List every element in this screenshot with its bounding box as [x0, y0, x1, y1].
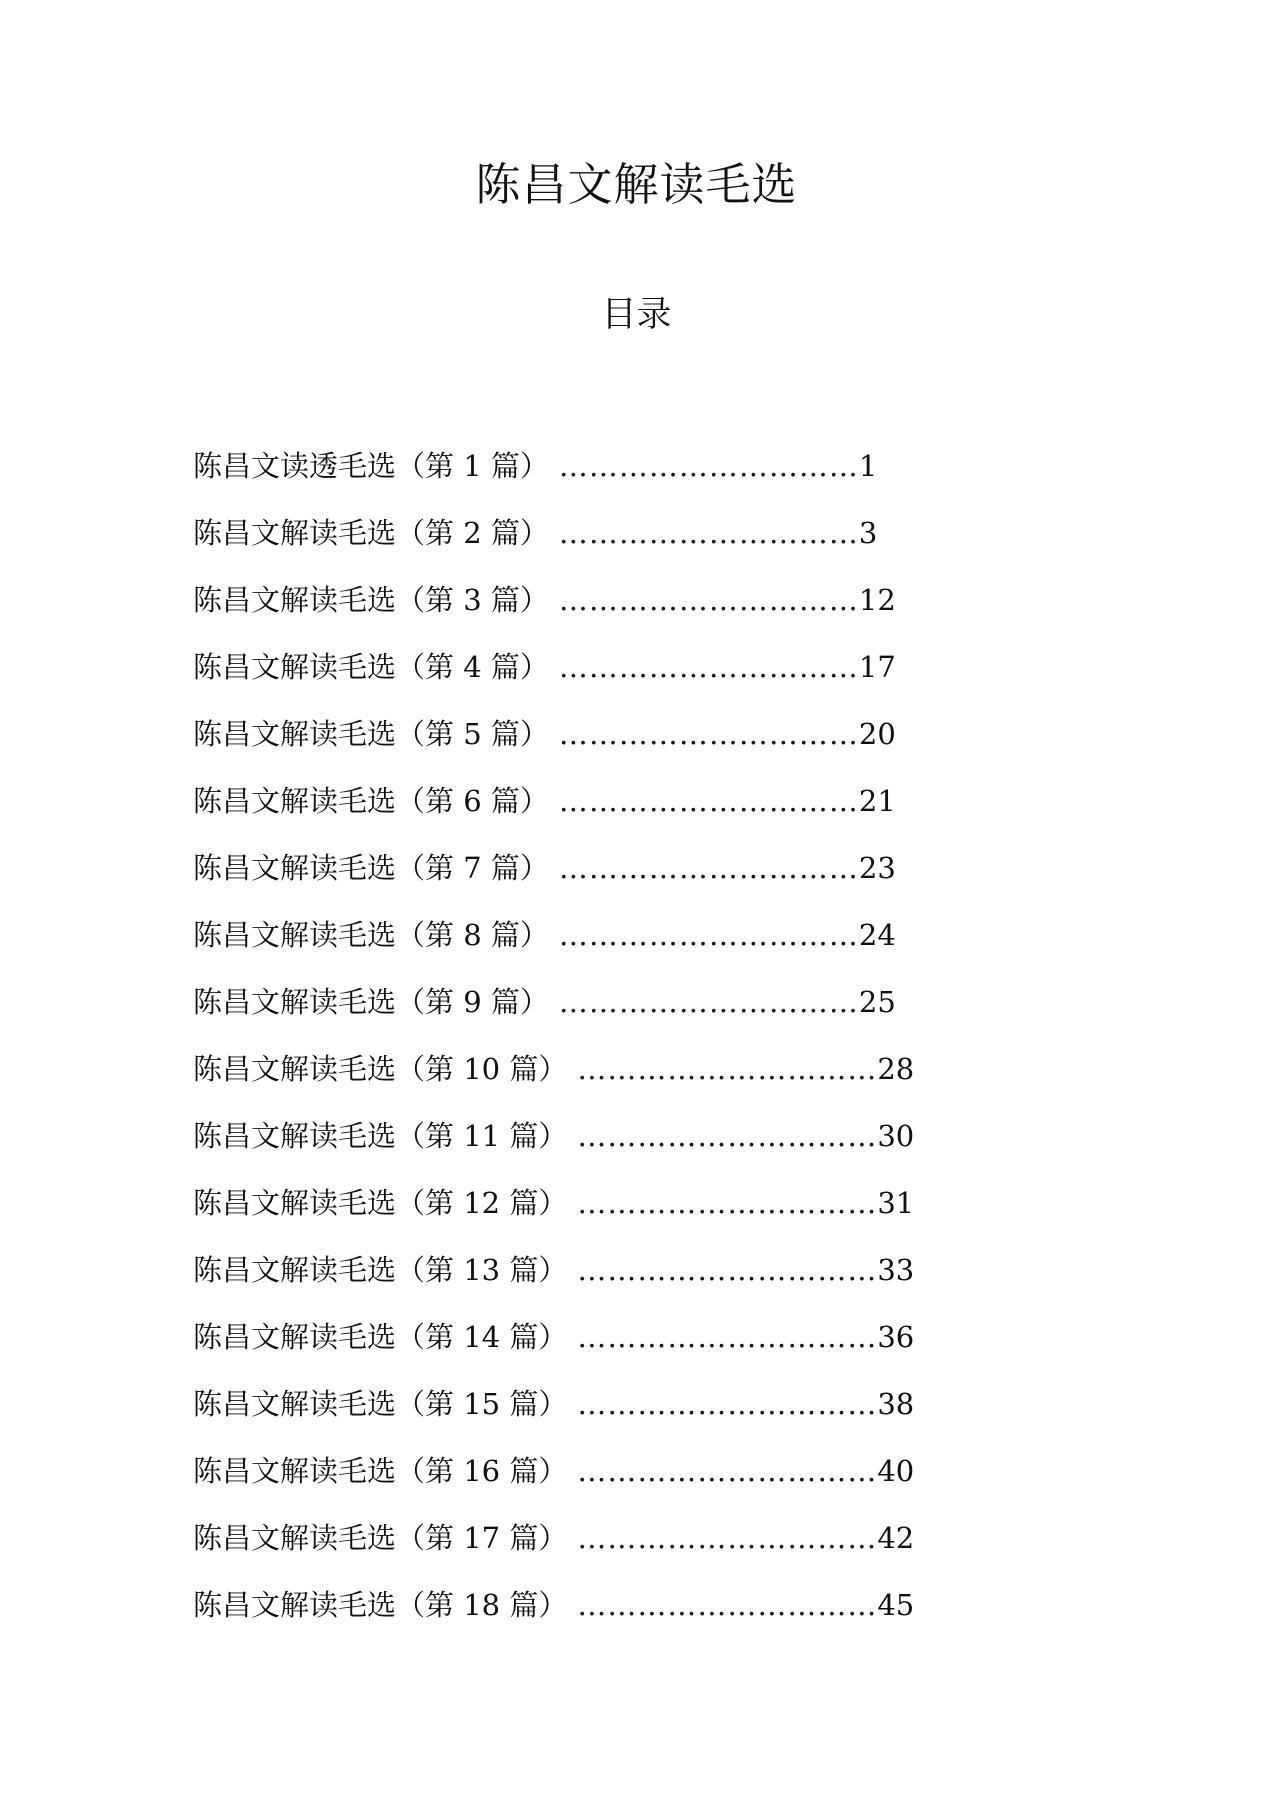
toc-entry[interactable]: [193, 1370, 1093, 1437]
toc-entry-label: 陈昌文解读毛选（第 17 篇）: [193, 1520, 568, 1555]
toc-entry-page-number: 31: [877, 1185, 915, 1220]
toc-entry-label: 陈昌文解读毛选（第 15 篇）: [193, 1386, 568, 1421]
toc-entry-page-number: 24: [858, 917, 896, 952]
toc-entry-page-number: 30: [877, 1118, 915, 1153]
toc-entry-leader: …………………………: [558, 984, 859, 1019]
toc-entry-label: 陈昌文解读毛选（第 6 篇）: [193, 783, 549, 818]
toc-entry-leader: …………………………: [577, 1587, 878, 1622]
toc-entry-leader: …………………………: [558, 582, 859, 617]
toc-entry[interactable]: [193, 1035, 1093, 1102]
toc-entry-leader: …………………………: [558, 850, 859, 885]
toc-entry-page-number: 20: [858, 716, 896, 751]
toc-entry[interactable]: [193, 633, 1093, 700]
toc-entry[interactable]: [193, 1504, 1093, 1571]
toc-entry[interactable]: [193, 499, 1093, 566]
toc-entry-label: 陈昌文解读毛选（第 13 篇）: [193, 1252, 568, 1287]
toc-entry-label: 陈昌文解读毛选（第 7 篇）: [193, 850, 549, 885]
toc-entry-page-number: 3: [858, 515, 878, 550]
toc-entry-leader: …………………………: [577, 1520, 878, 1555]
toc-entry-page-number: 1: [858, 448, 878, 483]
toc-entry-leader: …………………………: [558, 649, 859, 684]
toc-entry-page-number: 33: [877, 1252, 915, 1287]
toc-entry-leader: …………………………: [577, 1185, 878, 1220]
toc-entry-label: 陈昌文解读毛选（第 10 篇）: [193, 1051, 568, 1086]
toc-entry-leader: …………………………: [577, 1118, 878, 1153]
toc-heading: 目录: [601, 295, 672, 335]
document-title: 陈昌文解读毛选: [475, 158, 798, 211]
toc-entry-label: 陈昌文读透毛选（第 1 篇）: [193, 448, 549, 483]
toc-entry-label: 陈昌文解读毛选（第 16 篇）: [193, 1453, 568, 1488]
toc-entry-page-number: 23: [858, 850, 896, 885]
toc-entry-label: 陈昌文解读毛选（第 14 篇）: [193, 1319, 568, 1354]
toc-entry-page-number: 17: [858, 649, 896, 684]
toc-entry[interactable]: [193, 1437, 1093, 1504]
toc-entry-leader: …………………………: [558, 515, 859, 550]
toc-entry[interactable]: [193, 1102, 1093, 1169]
toc-entry-page-number: 36: [877, 1319, 915, 1354]
toc-entry-leader: …………………………: [577, 1051, 878, 1086]
toc-entry[interactable]: [193, 767, 1093, 834]
toc-entry-label: 陈昌文解读毛选（第 8 篇）: [193, 917, 549, 952]
toc-entry-leader: …………………………: [558, 716, 859, 751]
toc-entry-label: 陈昌文解读毛选（第 3 篇）: [193, 582, 549, 617]
toc-entry-label: 陈昌文解读毛选（第 4 篇）: [193, 649, 549, 684]
toc-entry[interactable]: [193, 968, 1093, 1035]
toc-entry-leader: …………………………: [558, 448, 859, 483]
toc-entry-label: 陈昌文解读毛选（第 2 篇）: [193, 515, 549, 550]
toc-entry[interactable]: [193, 700, 1093, 767]
toc-entry-label: 陈昌文解读毛选（第 12 篇）: [193, 1185, 568, 1220]
toc-entry-page-number: 21: [858, 783, 896, 818]
toc-entry[interactable]: [193, 566, 1093, 633]
toc-entry[interactable]: [193, 1169, 1093, 1236]
toc-entry-leader: …………………………: [558, 783, 859, 818]
toc-entry-label: 陈昌文解读毛选（第 18 篇）: [193, 1587, 568, 1622]
toc-entry-leader: …………………………: [558, 917, 859, 952]
toc-entry-label: 陈昌文解读毛选（第 9 篇）: [193, 984, 549, 1019]
toc-list: [193, 432, 1093, 1638]
toc-entry[interactable]: [193, 834, 1093, 901]
toc-entry-page-number: 28: [877, 1051, 915, 1086]
toc-entry-label: 陈昌文解读毛选（第 5 篇）: [193, 716, 549, 751]
toc-entry[interactable]: [193, 1236, 1093, 1303]
toc-entry[interactable]: [193, 1571, 1093, 1638]
toc-entry[interactable]: [193, 432, 1093, 499]
toc-entry-page-number: 40: [877, 1453, 915, 1488]
toc-entry-page-number: 38: [877, 1386, 915, 1421]
toc-entry-page-number: 25: [858, 984, 896, 1019]
toc-entry-leader: …………………………: [577, 1252, 878, 1287]
toc-entry-leader: …………………………: [577, 1453, 878, 1488]
toc-entry-page-number: 45: [877, 1587, 915, 1622]
toc-entry-leader: …………………………: [577, 1319, 878, 1354]
toc-entry[interactable]: [193, 901, 1093, 968]
toc-entry-label: 陈昌文解读毛选（第 11 篇）: [193, 1118, 568, 1153]
toc-entry-page-number: 12: [858, 582, 896, 617]
toc-entry-leader: …………………………: [577, 1386, 878, 1421]
toc-entry[interactable]: [193, 1303, 1093, 1370]
toc-entry-page-number: 42: [877, 1520, 915, 1555]
